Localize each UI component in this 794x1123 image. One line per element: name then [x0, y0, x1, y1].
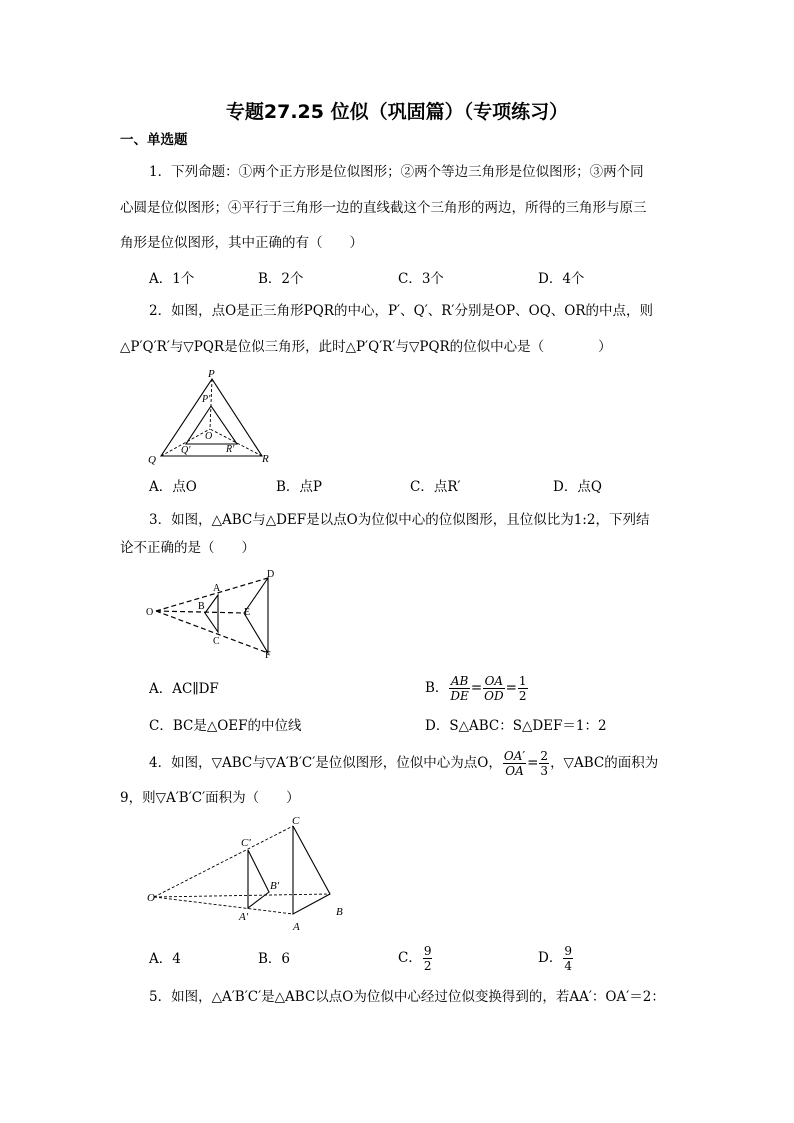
q3-option-b: B． $\frac{AB}{DE}$ = $\frac{OA}{OD}$ = $\frac{1}{2}$ [425, 674, 527, 703]
label-b-prime: B′ [270, 880, 280, 892]
q4-frac-oa: $\frac{OA'}{OA}$ [503, 749, 526, 778]
label-r: R [262, 453, 269, 465]
q3-option-d: D．S△ABC：S△DEF＝1：2 [425, 718, 607, 734]
q1-option-a: A．1个 [149, 271, 195, 287]
q1-line-1: 1．下列命题：①两个正方形是位似图形；②两个等边三角形是位似图形；③两个同 [149, 164, 644, 180]
triangle-abc [205, 595, 218, 632]
q4-option-d [538, 940, 574, 976]
q1-option-c: C．3个 [398, 271, 444, 287]
q1-option-b: B．2个 [258, 271, 304, 287]
q3-frac-oa-od: $\frac{OA}{OD}$ [484, 674, 504, 703]
q4-frac-nine-quarters: $\frac{9}{4}$ [564, 944, 572, 973]
label-a-prime: A′ [239, 911, 249, 923]
label-a: A [293, 921, 300, 933]
q3-option-c: C．BC是△OEF的中位线 [149, 718, 302, 734]
label-o: O [147, 892, 155, 904]
q1-line-2: 心圆是位似图形；④平行于三角形一边的直线截这个三角形的两边，所得的三角形与原三 [120, 200, 647, 216]
q4-option-c-prefix: C． [398, 950, 422, 966]
page-title: 专题27.25 位似（巩固篇）（专项练习） [225, 101, 569, 123]
label-o: O [205, 431, 213, 442]
q4-option-a: A．4 [149, 951, 181, 967]
q2-figure [140, 366, 280, 470]
q2-line-2: △P′Q′R′与▽PQR是位似三角形，此时△P′Q′R′与▽PQR的位似中心是（ ） [120, 339, 612, 355]
triangle-abc-prime [248, 850, 269, 908]
label-d: D [267, 569, 275, 580]
q3-option-b-prefix: B． [425, 680, 449, 696]
q1-line-3: 角形是位似图形，其中正确的有（ ） [120, 235, 363, 251]
q4-figure [140, 812, 360, 936]
q4-option-d-prefix: D． [538, 950, 563, 966]
label-e: E [244, 607, 251, 618]
q4-line-2: 9，则▽A′B′C′面积为（ ） [120, 790, 300, 806]
label-q-prime: Q′ [181, 445, 191, 456]
q1-option-d: D．4个 [538, 271, 585, 287]
label-a: A [213, 583, 221, 594]
q4-line-1-b: ，▽ABC的面积为 [550, 755, 659, 771]
label-o: O [146, 607, 154, 618]
label-c-prime: C′ [241, 837, 251, 849]
q3-line-2: 论不正确的是（ ） [120, 540, 255, 556]
q3-frac-ab-de: $\frac{AB}{DE}$ [450, 674, 469, 703]
label-c: C [292, 815, 300, 827]
label-c: C [213, 636, 220, 647]
q2-line-1: 2．如图，点O是正三角形PQR的中心，P′、Q′、R′分别是OP、OQ、OR的中点，则 [149, 303, 654, 319]
triangle-abc [293, 826, 330, 914]
label-f: F [265, 650, 271, 661]
q2-option-c: C．点R′ [410, 479, 461, 495]
q3-frac-half: $\frac{1}{2}$ [518, 674, 527, 703]
q3-option-a: A．AC∥DF [149, 681, 219, 697]
q4-line-1: 4．如图，▽ABC与▽A′B′C′是位似图形，位似中心为点O， $\frac{OA'}{OA}$ = $\frac{2}{3}$ ，▽ABC的面积为 [149, 749, 659, 778]
label-b: B [198, 601, 205, 612]
q4-frac-two-thirds: $\frac{2}{3}$ [540, 749, 549, 778]
q4-option-c [398, 940, 433, 976]
q2-option-a: A．点O [149, 479, 197, 495]
label-p-prime: P′ [202, 394, 211, 405]
q3-line-1: 3．如图，△ABC与△DEF是以点O为位似中心的位似图形，且位似比为1:2，下列结 [149, 512, 650, 528]
q4-frac-nine-halves: $\frac{9}{2}$ [423, 944, 432, 973]
q2-option-b: B．点P [276, 479, 323, 495]
label-p: P [208, 368, 215, 380]
q3-figure [140, 566, 290, 662]
label-r-prime: R′ [226, 444, 235, 455]
q5-line-1: 5．如图，△A′B′C′是△ABC以点O为位似中心经过位似变换得到的，若AA′：OA′＝2： [149, 989, 665, 1005]
q4-line-1-a: 4．如图，▽ABC与▽A′B′C′是位似图形，位似中心为点O， [149, 755, 502, 771]
q2-option-d: D．点Q [553, 479, 602, 495]
section-heading: 一、单选题 [120, 132, 188, 148]
q4-option-b: B．6 [258, 951, 291, 967]
label-b: B [336, 906, 343, 918]
label-q: Q [148, 454, 156, 466]
